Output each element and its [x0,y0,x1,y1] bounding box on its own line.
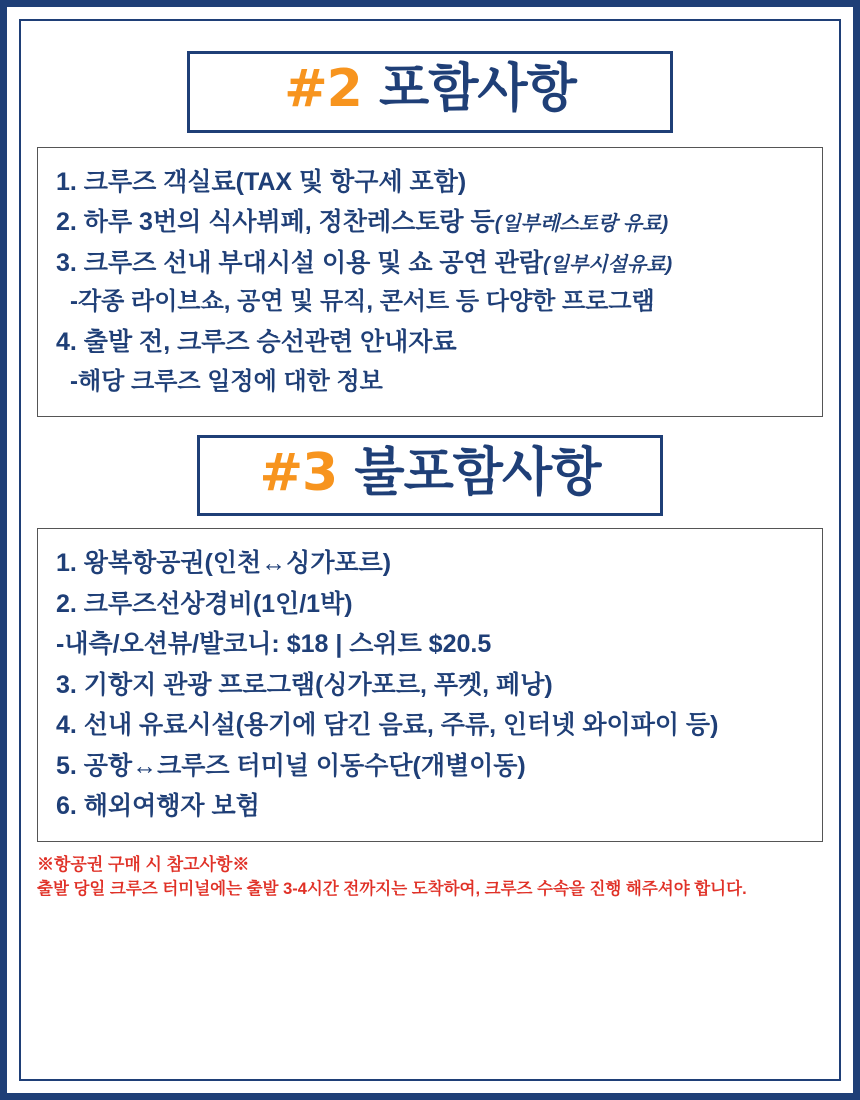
footer-note [37,852,823,902]
list-item [56,584,808,625]
list-item [56,624,808,665]
list-item-text: 3. 기항지 관광 프로그램(싱가포르, 푸켓, 페낭) [56,670,553,699]
list-item-text: 1. 크루즈 객실료(TAX 및 항구세 포함) [56,167,467,196]
footer-note-title: ※항공권 구매 시 참고사항※ [37,854,250,874]
list-item-note: (일부시설유료) [542,253,673,276]
list-item [56,543,808,584]
section-3-heading [200,444,660,504]
list-item [56,202,808,243]
section-3-content [37,528,823,842]
section-2-number: #2 [284,59,362,119]
list-item-text: -해당 크루즈 일정에 대한 정보 [70,367,383,395]
list-item [56,363,808,402]
list-item [56,243,808,284]
list-item [56,746,808,787]
list-item [56,786,808,827]
section-2-heading [190,60,670,120]
section-2-heading-box [187,51,673,133]
list-item-text: 2. 크루즈선상경비(1인/1박) [56,589,353,618]
list-item-text: 4. 출발 전, 크루즈 승선관련 안내자료 [56,328,457,357]
list-item-text: 4. 선내 유료시설(용기에 담긴 음료, 주류, 인터넷 와이파이 등) [56,711,719,740]
footer-note-body: 출발 당일 크루즈 터미널에는 출발 3-4시간 전까지는 도착하여, 크루즈 수속을 진행 해주셔야 합니다. [37,880,747,899]
section-2-title: 포함사항 [378,59,576,119]
list-item-text: 2. 하루 3번의 식사뷔페, 정찬레스토랑 등 [56,208,495,237]
list-item-text: 3. 크루즈 선내 부대시설 이용 및 쇼 공연 관람 [56,248,543,277]
poster-inner-frame [19,19,841,1081]
section-3-title: 불포함사항 [354,442,601,503]
list-item [56,162,808,203]
list-item-text: 1. 왕복항공권(인천↔싱가포르) [56,549,392,578]
list-item [56,283,808,322]
list-item-text: -각종 라이브쇼, 공연 및 뮤직, 콘서트 등 다양한 프로그램 [70,288,655,316]
list-item-note: (일부레스토랑 유료) [494,213,669,236]
section-3-number: #3 [259,442,338,503]
list-item [56,665,808,706]
list-item-text: 6. 해외여행자 보험 [56,792,260,821]
list-item-text: 5. 공항↔크루즈 터미널 이동수단(개별이동) [56,751,526,780]
list-item-text: -내측/오션뷰/발코니: $18 | 스위트 $20.5 [56,630,492,659]
list-item [56,322,808,363]
section-3-heading-box [197,435,663,517]
list-item [56,705,808,746]
section-2-content [37,147,823,417]
